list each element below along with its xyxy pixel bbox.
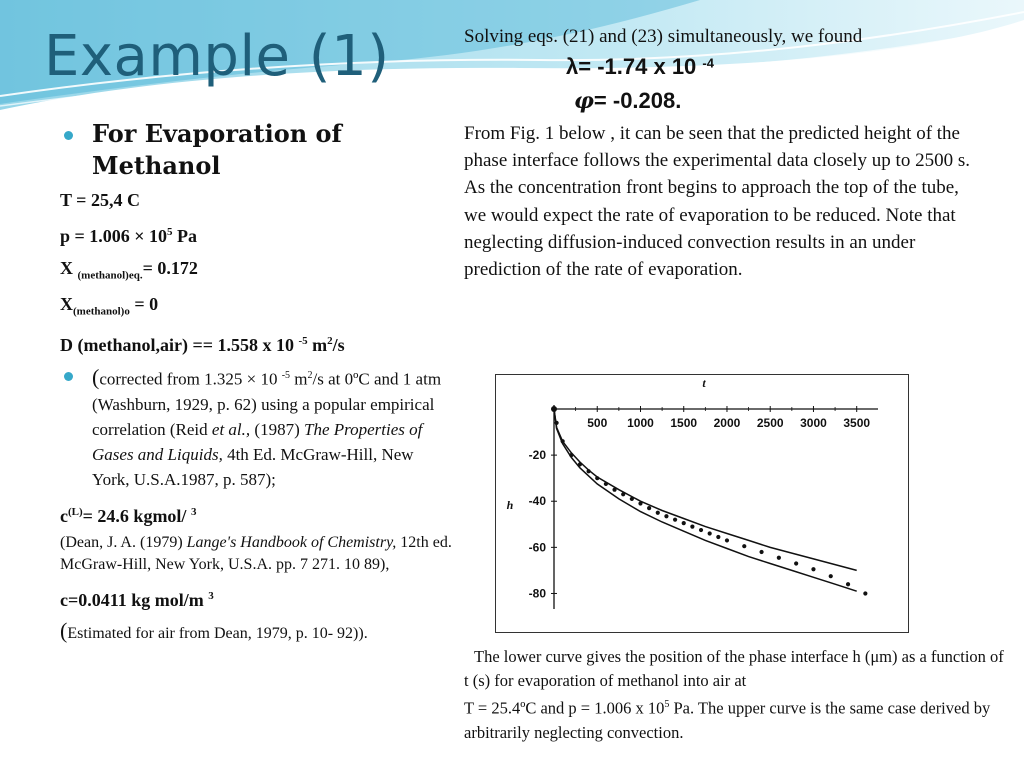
data-point (656, 511, 660, 515)
x-tick-label: 3500 (843, 416, 871, 430)
data-point (777, 556, 781, 560)
bullet-dot-icon (64, 131, 73, 140)
x-tick-label: 2500 (756, 416, 784, 430)
temperature-value: T = 25,4 C (60, 190, 140, 210)
data-point (863, 591, 867, 595)
c-value: c=0.0411 kg mol/m $^3$ (60, 589, 214, 610)
slide-title: Example (1) (44, 24, 390, 89)
x-tick-label: 3000 (800, 416, 827, 430)
data-point (699, 528, 703, 532)
data-point (586, 469, 590, 473)
x-tick-label: 1000 (627, 416, 654, 430)
estimated-note: (Estimated for air from Dean, 1979, p. 10- 92)). (60, 617, 368, 643)
diffusivity-value: D (methanol,air) == 1.558 x 10 $^{-5}$ $m^2/s$ (60, 335, 345, 356)
caption-line-1: The lower curve gives the position of the phase interface h (μm) as a function of t (s) for evaporation of methanol into air at (464, 647, 1004, 690)
data-point (621, 492, 625, 496)
pressure-value: $p = 1.006 \times 10^5$ Pa (60, 226, 198, 246)
section-heading (92, 118, 452, 182)
data-point (612, 488, 616, 492)
heading-line-2: Methanol (92, 151, 221, 180)
y-tick-label: -40 (528, 494, 546, 509)
upper-curve (554, 409, 857, 570)
lambda-result: λ= -1.74 x 10 $^{-4}$ (566, 54, 714, 79)
x-tick-label: 500 (587, 416, 608, 430)
bullet-dot-icon (64, 372, 73, 381)
y-tick-label: -80 (528, 586, 546, 601)
explanation-paragraph: From Fig. 1 below , it can be seen that the predicted height of the phase interface follows the experimental data closely up to 2500 s. As the concentration front begins to approach the top of the tube, we would expect the rate of evaporation to be reduced. Note that neglecting diffusion-induced convection results in an under prediction of the rate of evaporation. (464, 123, 970, 281)
x-tick-label: 1500 (670, 416, 698, 430)
c-liquid-value: $c^{(L)}= 24.6$ kgmol/ $^3$ (60, 505, 197, 526)
data-point (794, 561, 798, 565)
bullet-evaporation (62, 118, 452, 182)
lower-curve (554, 409, 857, 591)
data-point (664, 514, 668, 518)
data-point (630, 497, 634, 501)
y-tick-label: -20 (528, 448, 546, 463)
phi-result: φ= -0.208. (574, 88, 682, 114)
data-point (595, 476, 599, 480)
data-point (708, 531, 712, 535)
right-column (464, 24, 984, 283)
x-methanol-eq: X $_{(methanol)eq.}$= 0.172 (60, 258, 198, 282)
left-column (62, 118, 452, 645)
x-tick-label: 2000 (713, 416, 741, 430)
data-point (846, 582, 850, 586)
data-point (742, 544, 746, 548)
data-point (554, 421, 558, 425)
solving-text: Solving eqs. (21) and (23) simultaneously, we found (464, 26, 863, 47)
data-point (647, 506, 651, 510)
height-vs-time-chart (496, 375, 908, 632)
data-point (690, 525, 694, 529)
caption-line-2: T = 25.4ºC and p = 1.006 x $10^5$ Pa. The upper curve is the same case derived by arbitrarily neglecting convection. (464, 698, 991, 742)
data-point (682, 521, 686, 525)
data-point (638, 501, 642, 505)
data-point (604, 482, 608, 486)
figure-box (495, 374, 909, 633)
y-axis-label: h (506, 498, 514, 512)
x-methanol-o: $X_{(methanol)o} = 0$ (60, 293, 159, 318)
data-point (561, 439, 565, 443)
data-point (829, 574, 833, 578)
bullet-corrected (62, 363, 452, 492)
data-point (811, 567, 815, 571)
figure-caption (464, 645, 1004, 745)
x-axis-label: t (702, 376, 706, 390)
data-point (716, 535, 720, 539)
heading-line-1: For Evaporation of (92, 119, 342, 148)
data-point (725, 538, 729, 542)
data-point (569, 453, 573, 457)
corrected-note: (corrected from 1.325 × 10 $^{-5}$ $m^2/s$ at 0ºC and 1 atm (Washburn, 1929, p. 62) using a popular empirical correlation (Reid et al., (1987) The Properties of Gases and Liquids, 4th Ed. McGraw-Hill, New York, U.S.A.1987, p. 587); (92, 364, 442, 489)
y-tick-label: -60 (528, 540, 546, 555)
data-point (673, 518, 677, 522)
dean-reference: (Dean, J. A. (1979) Lange's Handbook of Chemistry, 12th ed. McGraw-Hill, New York, U.S.A. pp. 7 271. 10 89), (60, 533, 452, 573)
data-point (578, 462, 582, 466)
data-point (759, 550, 763, 554)
